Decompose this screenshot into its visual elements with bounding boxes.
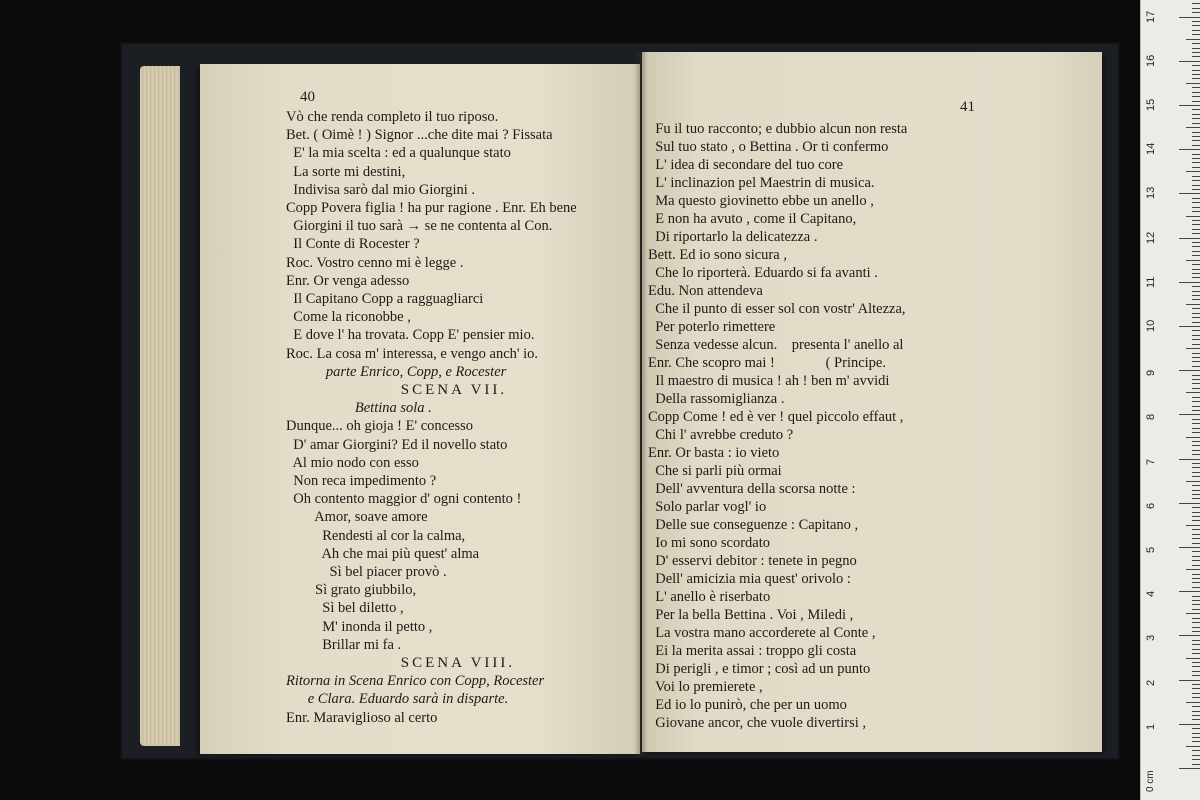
text-line: Come la riconobbe , <box>286 309 411 326</box>
text-line: Voi lo premierete , <box>648 679 763 695</box>
ruler-tick <box>1192 697 1200 698</box>
ruler-tick <box>1192 494 1200 495</box>
ruler-tick <box>1192 618 1200 619</box>
ruler-tick <box>1186 171 1200 172</box>
ruler-tick <box>1192 198 1200 199</box>
text-line: Enr. Che scopro mai ! ( Principe. <box>648 355 886 371</box>
ruler-tick <box>1192 308 1200 309</box>
ruler-tick <box>1192 255 1200 256</box>
ruler-tick <box>1192 233 1200 234</box>
right-page <box>642 52 1102 752</box>
ruler-mark-label: 9 <box>1145 370 1157 377</box>
ruler-tick <box>1192 467 1200 468</box>
ruler-tick <box>1192 653 1200 654</box>
ruler-tick <box>1192 485 1200 486</box>
ruler-tick <box>1192 3 1200 4</box>
text-line: Della rassomiglianza . <box>648 391 785 407</box>
ruler-tick <box>1192 574 1200 575</box>
ruler-tick <box>1192 145 1200 146</box>
ruler-tick <box>1192 450 1200 451</box>
text-line: Dell' avventura della scorsa notte : <box>648 481 856 497</box>
ruler-tick <box>1192 560 1200 561</box>
ruler-tick <box>1192 136 1200 137</box>
text-line: E' la mia scelta : ed a qualunque stato <box>286 145 511 162</box>
ruler-tick <box>1192 109 1200 110</box>
scene-heading: SCENA VII. <box>286 382 508 398</box>
ruler-tick <box>1179 282 1200 283</box>
ruler-tick <box>1192 52 1200 53</box>
text-line: D' amar Giorgini? Ed il novello stato <box>286 436 508 453</box>
text-line: Copp Povera figlia ! ha pur ragione . Enr. Eh bene <box>286 200 577 216</box>
ruler-tick <box>1192 428 1200 429</box>
ruler-tick <box>1192 344 1200 345</box>
text-line: Dell' amicizia mia quest' orivolo : <box>648 571 851 587</box>
ruler-tick <box>1192 627 1200 628</box>
ruler-mark-label: 12 <box>1145 231 1157 244</box>
ruler-unit-label: 0 cm <box>1145 770 1156 792</box>
text-line: Enr. Or basta : io vieto <box>648 445 780 461</box>
page-edges <box>140 66 180 746</box>
ruler-tick <box>1192 43 1200 44</box>
ruler-tick <box>1179 238 1200 239</box>
ruler-tick <box>1192 406 1200 407</box>
text-line: Bett. Ed io sono sicura , <box>648 247 787 263</box>
ruler-tick <box>1179 370 1200 371</box>
ruler-tick <box>1192 12 1200 13</box>
ruler-tick <box>1192 229 1200 230</box>
text-line: Ritorna in Scena Enrico con Copp, Rocester <box>286 673 545 690</box>
ruler-tick <box>1192 207 1200 208</box>
text-line: Sì grato giubbilo, <box>286 582 417 599</box>
ruler-tick <box>1192 693 1200 694</box>
ruler-tick <box>1192 649 1200 650</box>
ruler-tick <box>1192 596 1200 597</box>
ruler-tick <box>1179 326 1200 327</box>
text-line: E non ha avuto , come il Capitano, <box>648 211 857 227</box>
ruler-tick <box>1192 565 1200 566</box>
ruler-tick <box>1192 48 1200 49</box>
ruler-tick <box>1192 30 1200 31</box>
text-line: Che si parli più ormai <box>648 463 782 479</box>
ruler-tick <box>1192 361 1200 362</box>
ruler-tick <box>1192 684 1200 685</box>
ruler-tick <box>1179 414 1200 415</box>
ruler-tick <box>1192 366 1200 367</box>
ruler-tick <box>1192 269 1200 270</box>
ruler-tick <box>1192 644 1200 645</box>
ruler-tick <box>1179 591 1200 592</box>
ruler-tick <box>1192 755 1200 756</box>
ruler-tick <box>1192 551 1200 552</box>
ruler-tick <box>1192 251 1200 252</box>
page-number-right: 41 <box>960 99 975 115</box>
ruler-tick <box>1186 569 1200 570</box>
text-line: Delle sue conseguenze : Capitano , <box>648 517 859 533</box>
ruler-mark-label: 3 <box>1145 635 1157 642</box>
ruler-tick <box>1179 61 1200 62</box>
ruler-tick <box>1186 437 1200 438</box>
text-line: Sì bel piacer provò . <box>286 564 447 580</box>
ruler-tick <box>1192 397 1200 398</box>
ruler-tick <box>1192 671 1200 672</box>
ruler-tick <box>1192 529 1200 530</box>
ruler-tick <box>1192 70 1200 71</box>
text-line: Il maestro di musica ! ah ! ben m' avvidi <box>648 373 890 389</box>
ruler-tick <box>1179 149 1200 150</box>
ruler-tick <box>1192 189 1200 190</box>
scene-heading: SCENA VIII. <box>286 655 516 671</box>
ruler-tick <box>1192 719 1200 720</box>
ruler-tick <box>1179 193 1200 194</box>
ruler-tick <box>1192 419 1200 420</box>
ruler-tick <box>1192 715 1200 716</box>
ruler-tick <box>1192 96 1200 97</box>
ruler-tick <box>1192 711 1200 712</box>
text-line: Copp Come ! ed è ver ! quel piccolo effaut , <box>648 409 904 425</box>
ruler-tick <box>1192 167 1200 168</box>
ruler-tick <box>1192 388 1200 389</box>
ruler-tick <box>1192 375 1200 376</box>
ruler-tick <box>1192 640 1200 641</box>
ruler-tick <box>1192 74 1200 75</box>
ruler-tick <box>1192 512 1200 513</box>
text-line: Amor, soave amore <box>286 509 428 526</box>
ruler-tick <box>1192 534 1200 535</box>
text-line: Brillar mi fa . <box>286 636 402 653</box>
ruler-tick <box>1192 140 1200 141</box>
text-line: Indivisa sarò dal mio Giorgini . <box>286 181 476 198</box>
text-line: Ed io lo punirò, che per un uomo <box>648 697 847 713</box>
ruler-tick <box>1192 313 1200 314</box>
ruler-tick <box>1192 728 1200 729</box>
ruler-mark-label: 2 <box>1145 679 1157 686</box>
ruler-tick <box>1192 498 1200 499</box>
ruler-tick <box>1192 322 1200 323</box>
ruler-mark-label: 1 <box>1145 723 1157 730</box>
text-line: L' anello è riserbato <box>648 589 771 605</box>
ruler-tick <box>1186 746 1200 747</box>
ruler-tick <box>1192 556 1200 557</box>
text-line: Io mi sono scordato <box>648 535 771 551</box>
ruler-tick <box>1179 635 1200 636</box>
ruler-tick <box>1186 127 1200 128</box>
ruler-tick <box>1192 432 1200 433</box>
ruler-tick <box>1186 83 1200 84</box>
ruler-tick <box>1192 578 1200 579</box>
ruler-mark-label: 4 <box>1145 591 1157 598</box>
ruler-tick <box>1192 383 1200 384</box>
ruler-tick <box>1192 92 1200 93</box>
ruler-tick <box>1192 162 1200 163</box>
text-line: parte Enrico, Copp, e Rocester <box>286 363 507 380</box>
ruler-tick <box>1192 604 1200 605</box>
ruler-mark-label: 7 <box>1145 458 1157 465</box>
text-line: e Clara. Eduardo sarà in disparte. <box>286 691 509 708</box>
ruler-tick <box>1192 507 1200 508</box>
text-line: Giovane ancor, che vuole divertirsi , <box>648 715 867 731</box>
text-line: Ei la merita assai : troppo gli costa <box>648 643 857 659</box>
ruler-tick <box>1192 441 1200 442</box>
ruler-tick <box>1192 538 1200 539</box>
text-line: Oh contento maggior d' ogni contento ! <box>286 491 522 508</box>
text-line: D' esservi debitor : tenete in pegno <box>648 553 857 569</box>
ruler-tick <box>1192 56 1200 57</box>
ruler-tick <box>1192 600 1200 601</box>
text-line: Senza vedesse alcun. presenta l' anello al <box>648 337 904 353</box>
ruler-tick <box>1186 525 1200 526</box>
ruler-tick <box>1192 741 1200 742</box>
ruler-tick <box>1192 706 1200 707</box>
ruler-tick <box>1192 476 1200 477</box>
ruler-tick <box>1179 547 1200 548</box>
ruler-tick <box>1192 158 1200 159</box>
book-gutter <box>634 52 648 756</box>
ruler-tick <box>1192 114 1200 115</box>
ruler-tick <box>1192 379 1200 380</box>
text-line: Edu. Non attendeva <box>648 283 763 299</box>
ruler-tick <box>1192 587 1200 588</box>
ruler-mark-label: 10 <box>1145 319 1157 332</box>
ruler-tick <box>1192 25 1200 26</box>
ruler-tick <box>1192 335 1200 336</box>
text-line: Bet. ( Oimè ! ) Signor ...che dite mai ? Fissata <box>286 127 553 144</box>
ruler-mark-label: 5 <box>1145 546 1157 553</box>
text-line: Sul tuo stato , o Bettina . Or ti confermo <box>648 139 889 155</box>
ruler-tick <box>1192 180 1200 181</box>
left-page <box>200 64 640 754</box>
ruler-tick <box>1192 666 1200 667</box>
ruler-mark-label: 16 <box>1145 54 1157 67</box>
ruler-tick <box>1186 260 1200 261</box>
ruler-tick <box>1186 216 1200 217</box>
text-line: Rendesti al cor la calma, <box>286 527 466 544</box>
ruler-mark-label: 13 <box>1145 187 1157 200</box>
text-line: Vò che renda completo il tuo riposo. <box>286 109 499 125</box>
ruler-tick <box>1192 317 1200 318</box>
ruler-tick <box>1192 34 1200 35</box>
text-line: Sì bel diletto , <box>286 600 404 617</box>
ruler-tick <box>1192 622 1200 623</box>
ruler-tick <box>1192 21 1200 22</box>
ruler-tick <box>1192 733 1200 734</box>
ruler-tick <box>1192 764 1200 765</box>
ruler-tick <box>1192 185 1200 186</box>
ruler-mark-label: 14 <box>1145 142 1157 156</box>
ruler-tick <box>1192 688 1200 689</box>
ruler-tick <box>1186 304 1200 305</box>
text-line: Dunque... oh gioja ! E' concesso <box>286 418 474 435</box>
ruler-tick <box>1179 768 1200 769</box>
page-number-left: 40 <box>300 89 315 105</box>
ruler-tick <box>1192 123 1200 124</box>
ruler-tick <box>1192 662 1200 663</box>
text-line: Enr. Maraviglioso al certo <box>286 709 438 726</box>
ruler-tick <box>1192 520 1200 521</box>
ruler-mark-label: 15 <box>1145 98 1157 111</box>
text-line: Chi l' avrebbe creduto ? <box>648 427 794 443</box>
text-line: Non reca impedimento ? <box>286 473 437 489</box>
ruler-tick <box>1192 631 1200 632</box>
ruler-tick <box>1192 291 1200 292</box>
ruler-tick <box>1192 101 1200 102</box>
ruler-tick <box>1192 176 1200 177</box>
ruler-tick <box>1179 105 1200 106</box>
ruler-tick <box>1192 737 1200 738</box>
text-line: Bettina sola . <box>286 400 432 417</box>
ruler-tick <box>1186 613 1200 614</box>
text-line: Di riportarlo la delicatezza . <box>648 229 818 245</box>
ruler-tick <box>1192 299 1200 300</box>
ruler-tick <box>1192 220 1200 221</box>
text-line: Enr. Or venga adesso <box>286 272 410 289</box>
text-line: La sorte mi destini, <box>286 163 406 180</box>
text-line: Fu il tuo racconto; e dubbio alcun non resta <box>648 121 908 137</box>
ruler-tick <box>1192 357 1200 358</box>
ruler-tick <box>1192 154 1200 155</box>
ruler-tick <box>1192 472 1200 473</box>
text-line: Roc. Vostro cenno mi è legge . <box>286 254 464 271</box>
ruler-tick <box>1192 273 1200 274</box>
ruler-tick <box>1192 264 1200 265</box>
text-line: Il Conte di Rocester ? <box>286 236 420 253</box>
ruler-tick <box>1192 401 1200 402</box>
text-line: Che lo riporterà. Eduardo si fa avanti . <box>648 265 878 281</box>
ruler-tick <box>1192 454 1200 455</box>
text-line: La vostra mano accorderete al Conte , <box>648 625 876 641</box>
ruler-tick <box>1192 423 1200 424</box>
ruler-tick <box>1192 339 1200 340</box>
text-line: Al mio nodo con esso <box>286 454 419 471</box>
ruler-tick <box>1192 490 1200 491</box>
ruler-tick <box>1192 246 1200 247</box>
ruler-tick <box>1192 582 1200 583</box>
ruler-tick <box>1179 459 1200 460</box>
text-line: Solo parlar vogl' io <box>648 499 767 515</box>
ruler-mark-label: 17 <box>1145 10 1157 23</box>
text-line: L' inclinazion pel Maestrin di musica. <box>648 175 875 191</box>
text-line: E dove l' ha trovata. Copp E' pensier mio. <box>286 327 535 344</box>
ruler-tick <box>1186 39 1200 40</box>
ruler-tick <box>1186 392 1200 393</box>
ruler-tick <box>1192 463 1200 464</box>
ruler-tick <box>1192 516 1200 517</box>
ruler-tick <box>1192 211 1200 212</box>
ruler-tick <box>1192 87 1200 88</box>
ruler-tick <box>1186 658 1200 659</box>
ruler-tick <box>1179 17 1200 18</box>
text-line: Che il punto di esser sol con vostr' Altezza, <box>648 301 906 317</box>
ruler-tick <box>1192 242 1200 243</box>
ruler-tick <box>1192 759 1200 760</box>
ruler-tick <box>1192 224 1200 225</box>
text-line: Il Capitano Copp a ragguagliarci <box>286 291 484 307</box>
ruler-tick <box>1186 481 1200 482</box>
ruler-tick <box>1192 277 1200 278</box>
ruler-tick <box>1192 330 1200 331</box>
ruler-tick <box>1192 353 1200 354</box>
text-line: Roc. La cosa m' interessa, e vengo anch' io. <box>286 345 539 362</box>
ruler-tick <box>1186 702 1200 703</box>
ruler-tick <box>1192 8 1200 9</box>
ruler-tick <box>1179 503 1200 504</box>
ruler-tick <box>1192 132 1200 133</box>
text-line: Per poterlo rimettere <box>648 319 776 335</box>
text-line: Di perigli , e timor ; così ad un punto <box>648 661 871 677</box>
ruler-tick <box>1186 348 1200 349</box>
text-line: Giorgini il tuo sarà → se ne contenta al Con. <box>286 218 553 235</box>
measurement-ruler <box>1140 0 1200 800</box>
ruler-tick <box>1192 65 1200 66</box>
text-line: M' inonda il petto , <box>286 618 433 635</box>
text-line: L' idea di secondare del tuo core <box>648 157 844 173</box>
ruler-tick <box>1192 286 1200 287</box>
ruler-mark-label: 6 <box>1145 502 1157 509</box>
text-line: Ah che mai più quest' alma <box>286 545 480 562</box>
ruler-mark-label: 11 <box>1145 276 1157 288</box>
ruler-tick <box>1192 675 1200 676</box>
ruler-tick <box>1192 410 1200 411</box>
ruler-mark-label: 8 <box>1145 414 1157 421</box>
ruler-tick <box>1192 609 1200 610</box>
ruler-tick <box>1179 680 1200 681</box>
ruler-tick <box>1192 118 1200 119</box>
text-line: Ma questo giovinetto ebbe un anello , <box>648 193 874 209</box>
ruler-tick <box>1192 750 1200 751</box>
ruler-tick <box>1179 724 1200 725</box>
text-line: Per la bella Bettina . Voi , Miledi , <box>648 607 854 623</box>
ruler-tick <box>1192 295 1200 296</box>
ruler-tick <box>1192 543 1200 544</box>
ruler-tick <box>1192 445 1200 446</box>
ruler-tick <box>1192 202 1200 203</box>
ruler-tick <box>1192 78 1200 79</box>
